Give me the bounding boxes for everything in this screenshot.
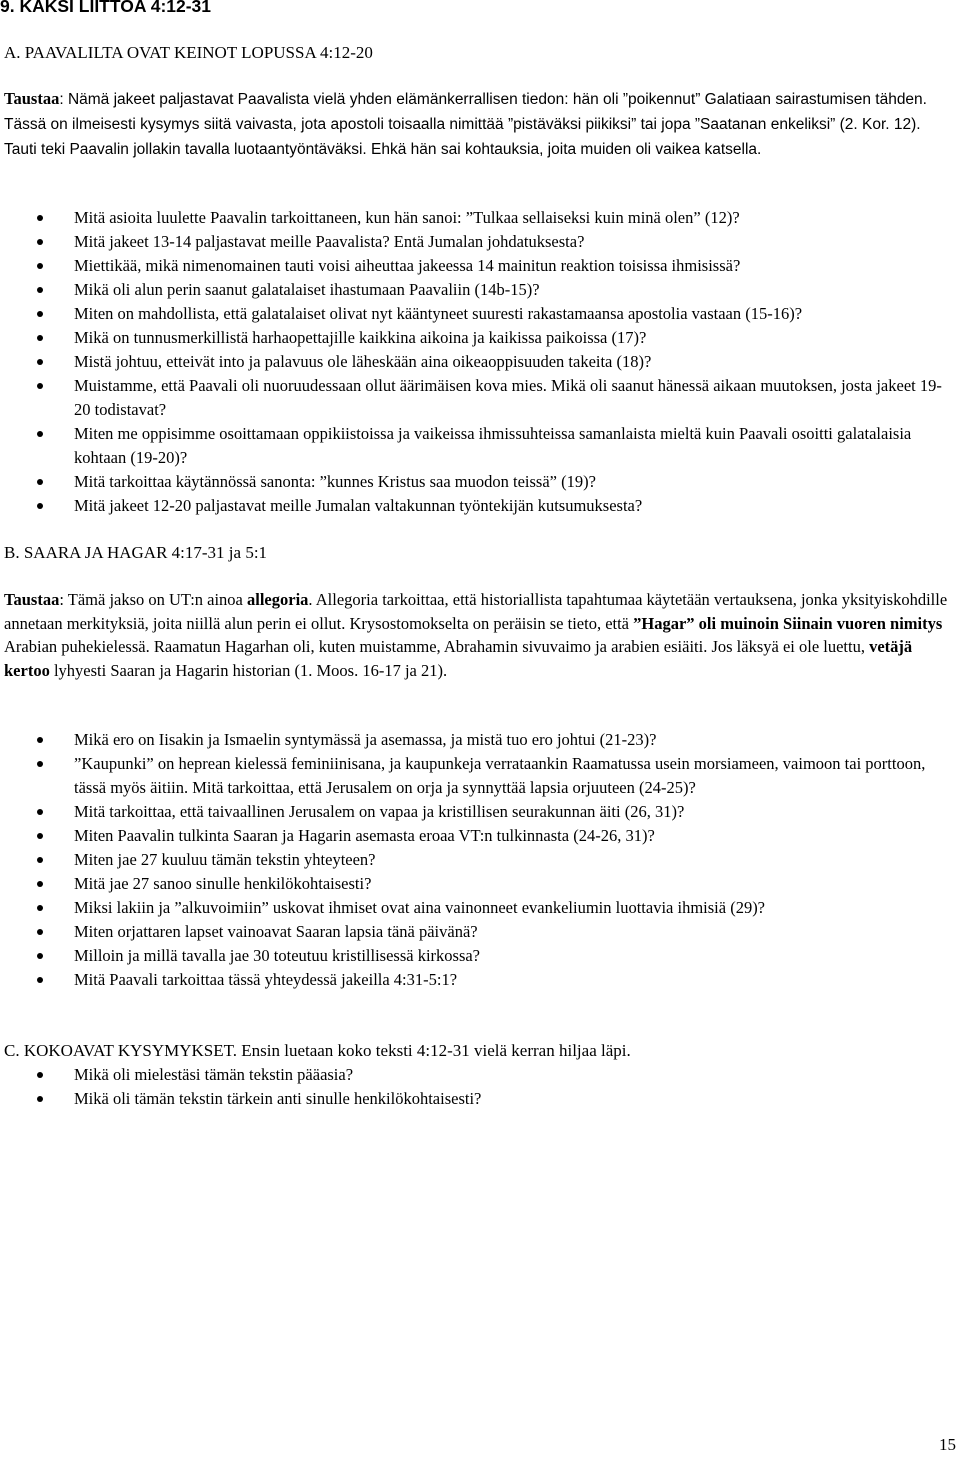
section-b-background xyxy=(4,588,956,682)
list-item: Mitä jae 27 sanoo sinulle henkilökohtaisesti? xyxy=(0,872,960,896)
allegory-term: allegoria xyxy=(247,590,309,609)
background-text: : Nämä jakeet paljastavat Paavalista vielä yhden elämänkerrallisen tiedon: hän oli ”poikennut” Galatiaan sairastumisen tähden. Tässä on ilmeisesti kysymys siitä vaivasta, jota apostoli toisaalla nimittää ”pistäväksi piikiksi” tai jopa ”Saatanan enkeliksi” (2. Kor. 12). Tauti teki Paavalin jollakin tavalla luotaantyöntäväksi. Ehkä hän sai kohtauksia, joita muiden oli vaikea katsella. xyxy=(4,91,927,158)
list-item: Mitä jakeet 13-14 paljastavat meille Paavalista? Entä Jumalan johdatuksesta? xyxy=(0,230,960,254)
background-text: . Allegoria tarkoittaa, että historiallista tapahtumaa käytetään vertauksena, jonka yksityiskohdille annetaan merkityksiä, joita niillä alun perin ei ollut. Krysostomokselta on peräisin se tieto, että xyxy=(4,590,948,633)
list-item: Mikä on tunnusmerkillistä harhaopettajille kaikkina aikoina ja kaikissa paikoissa (17)? xyxy=(0,326,960,350)
list-item: Muistamme, että Paavali oli nuoruudessaan ollut äärimäisen kova mies. Mikä oli saanut hänessä aikaan muutoksen, josta jakeet 19-20 todistavat? xyxy=(0,374,960,422)
section-c-heading: C. KOKOAVAT KYSYMYKSET. Ensin luetaan koko teksti 4:12-31 vielä kerran hiljaa läpi. xyxy=(4,1041,631,1060)
list-item: Mikä oli alun perin saanut galatalaiset ihastumaan Paavaliin (14b-15)? xyxy=(0,278,960,302)
background-text: lyhyesti Saaran ja Hagarin historian (1. Moos. 16-17 ja 21). xyxy=(49,660,448,680)
list-item: Miksi lakiin ja ”alkuvoimiin” uskovat ihmiset ovat aina vainonneet evankeliumin luottavia ihmisiä (29)? xyxy=(0,896,960,920)
section-c-questions xyxy=(0,1063,960,1111)
list-item: Mitä Paavali tarkoittaa tässä yhteydessä jakeilla 4:31-5:1? xyxy=(0,968,960,992)
list-item: Milloin ja millä tavalla jae 30 toteutuu kristillisessä kirkossa? xyxy=(0,944,960,968)
section-a-heading: A. PAAVALILTA OVAT KEINOT LOPUSSA 4:12-20 xyxy=(4,43,373,62)
background-label: Taustaa xyxy=(4,89,60,108)
page-number: 15 xyxy=(939,1435,956,1454)
background-text: : Tämä jakso on UT:n ainoa xyxy=(59,590,248,609)
list-item: Mitä jakeet 12-20 paljastavat meille Jumalan valtakunnan työntekijän kutsumuksesta? xyxy=(0,494,960,518)
leader-emphasis: vetäjä kertoo xyxy=(4,637,913,680)
list-item: Mitä tarkoittaa käytännössä sanonta: ”kunnes Kristus saa muodon teissä” (19)? xyxy=(0,470,960,494)
list-item: Mikä ero on Iisakin ja Ismaelin syntymässä ja asemassa, ja mistä tuo ero johtui (21-23)? xyxy=(0,728,960,752)
list-item: Miten jae 27 kuuluu tämän tekstin yhteyteen? xyxy=(0,848,960,872)
list-item: ”Kaupunki” on heprean kielessä feminiinisana, ja kaupunkeja verrataankin Raamatussa usein morsiameen, vaimoon tai porttoon, tässä myös äitiin. Mitä tarkoittaa, että Jerusalem on orja ja synnyttää lapsia orjuuteen (24-25)? xyxy=(0,752,960,800)
list-item: Miten on mahdollista, että galatalaiset olivat nyt kääntyneet suuresti rakastamaansa apostolia vastaan (15-16)? xyxy=(0,302,960,326)
list-item: Miten Paavalin tulkinta Saaran ja Hagarin asemasta eroaa VT:n tulkinnasta (24-26, 31)? xyxy=(0,824,960,848)
section-a-background xyxy=(4,87,956,162)
list-item: Mitä tarkoittaa, että taivaallinen Jerusalem on vapaa ja kristillisen seurakunnan äiti (26, 31)? xyxy=(0,800,960,824)
list-item: Miten orjattaren lapset vainoavat Saaran lapsia tänä päivänä? xyxy=(0,920,960,944)
list-item: Mikä oli tämän tekstin tärkein anti sinulle henkilökohtaisesti? xyxy=(0,1087,960,1111)
background-text: Arabian puhekielessä. Raamatun Hagarhan oli, kuten muistamme, Abrahamin sivuvaimo ja arabien esiäiti. Jos läksyä ei ole luettu, xyxy=(4,637,870,657)
list-item: Mistä johtuu, etteivät into ja palavuus ole läheskään aina oikeaoppisuuden takeita (18)? xyxy=(0,350,960,374)
page-title: 9. KAKSI LIITTOA 4:12-31 xyxy=(0,0,212,16)
section-b-heading: B. SAARA JA HAGAR 4:17-31 ja 5:1 xyxy=(4,543,268,562)
list-item: Mikä oli mielestäsi tämän tekstin pääasia? xyxy=(0,1063,960,1087)
list-item: Mitä asioita luulette Paavalin tarkoittaneen, kun hän sanoi: ”Tulkaa sellaiseksi kuin minä olen” (12)? xyxy=(0,206,960,230)
hagar-emphasis: ”Hagar” oli muinoin Siinain vuoren nimitys xyxy=(633,613,943,633)
section-a-questions xyxy=(0,206,960,518)
background-label: Taustaa xyxy=(4,590,60,609)
list-item: Miettikää, mikä nimenomainen tauti voisi aiheuttaa jakeessa 14 mainitun reaktion toisissa ihmisissä? xyxy=(0,254,960,278)
section-b-questions xyxy=(0,728,960,992)
list-item: Miten me oppisimme osoittamaan oppikiistoissa ja vaikeissa ihmissuhteissa samanlaista mieltä kuin Paavali osoitti galatalaisia kohtaan (19-20)? xyxy=(0,422,960,470)
